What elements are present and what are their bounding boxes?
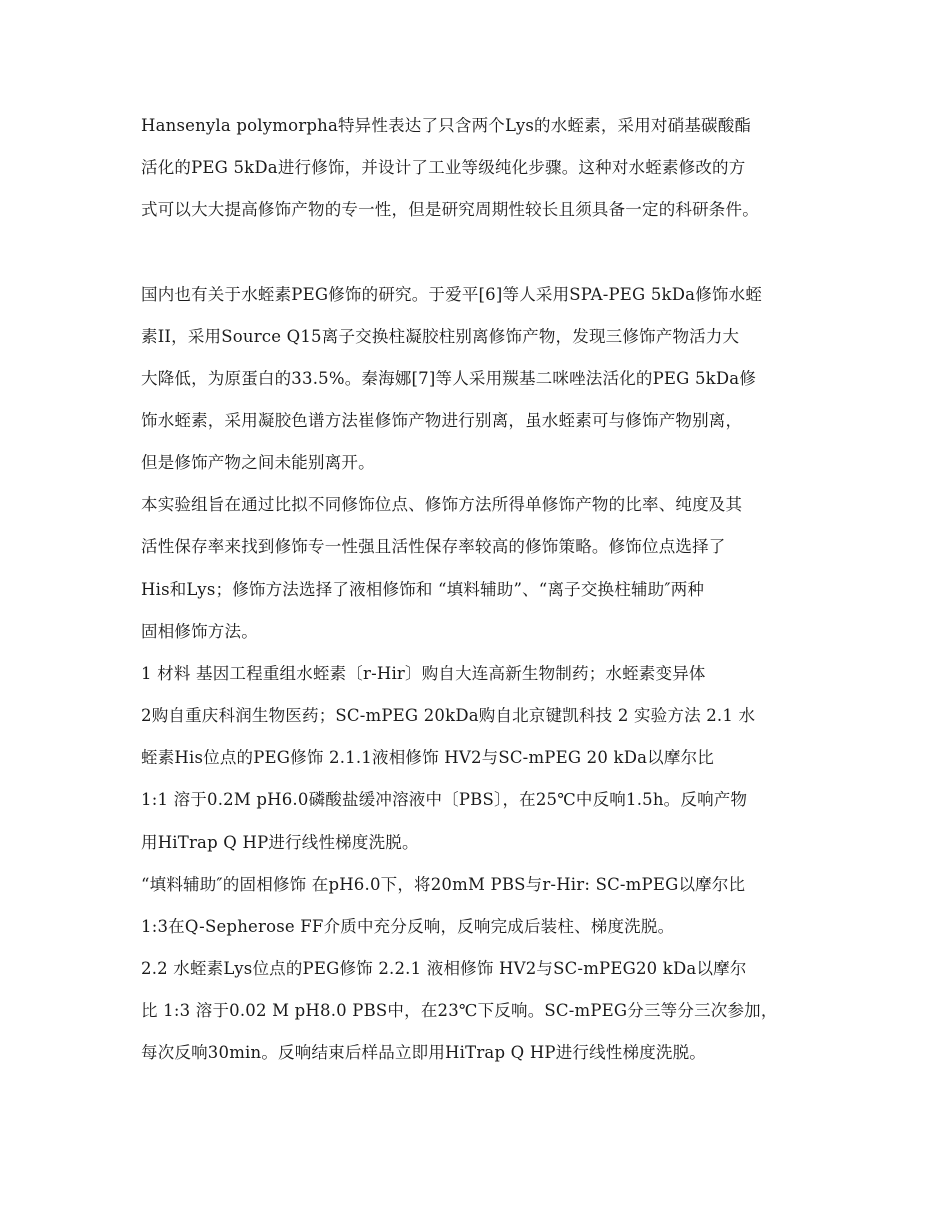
text-line: 活性保存率来找到修饰专一性强且活性保存率较高的修饰策略。修饰位点选择了 [141,537,726,556]
text-line: 比 1:3 溶于0.02 M pH8.0 PBS中，在23℃下反响。SC-mPEG分三等分三次参加， [141,1001,778,1020]
text-line: 1 材料 基因工程重组水蛭素〔r-Hir〕购自大连高新生物制药；水蛭素变异体 [141,664,706,683]
text-line: His和Lys；修饰方法选择了液相修饰和 “填料辅助”、“离子交换柱辅助″两种 [141,580,705,599]
text-line: 蛭素His位点的PEG修饰 2.1.1液相修饰 HV2与SC-mPEG 20 kDa以摩尔比 [141,748,714,767]
text-line: 式可以大大提高修饰产物的专一性，但是研究周期性较长且须具备一定的科研条件。 [141,200,759,219]
text-line: 用HiTrap Q HP进行线性梯度洗脱。 [141,833,419,852]
text-line: 素II，采用Source Q15离子交换柱凝胶柱别离修饰产物，发现三修饰产物活力大 [141,327,740,346]
text-line: 1:3在Q-Sepherose FF介质中充分反响，反响完成后装柱、梯度洗脱。 [141,917,675,936]
text-line: 2.2 水蛭素Lys位点的PEG修饰 2.2.1 液相修饰 HV2与SC-mPEG20 kDa以摩尔 [141,959,747,978]
text-line: 固相修饰方法。 [141,622,258,641]
text-line: 大降低，为原蛋白的33.5%。秦海娜[7]等人采用羰基二咪唑法活化的PEG 5kDa修 [141,369,757,388]
text-line: 每次反响30min。反响结束后样品立即用HiTrap Q HP进行线性梯度洗脱。 [141,1043,707,1062]
text-line: 本实验组旨在通过比拟不同修饰位点、修饰方法所得单修饰产物的比率、纯度及其 [141,495,743,514]
text-line: 国内也有关于水蛭素PEG修饰的研究。于爱平[6]等人采用SPA-PEG 5kDa修饰水蛭 [141,285,763,304]
text-line: 活化的PEG 5kDa进行修饰，并设计了工业等级纯化步骤。这种对水蛭素修改的方 [141,158,746,177]
text-line: “填料辅助″的固相修饰 在pH6.0下，将20mM PBS与r-Hir: SC-mPEG以摩尔比 [141,875,746,894]
text-line: 1:1 溶于0.2M pH6.0磷酸盐缓冲溶液中〔PBS〕，在25℃中反响1.5h。反响产物 [141,790,748,809]
text-line: 2购自重庆科润生物医药；SC-mPEG 20kDa购自北京键凯科技 2 实验方法 2.1 水 [141,706,756,725]
text-line: Hansenyla polymorpha特异性表达了只含两个Lys的水蛭素，采用对硝基碳酸酯 [141,116,752,135]
text-line: 但是修饰产物之间未能别离开。 [141,453,375,472]
text-line: 饰水蛭素，采用凝胶色谱方法崔修饰产物进行别离，虽水蛭素可与修饰产物别离， [141,411,743,430]
